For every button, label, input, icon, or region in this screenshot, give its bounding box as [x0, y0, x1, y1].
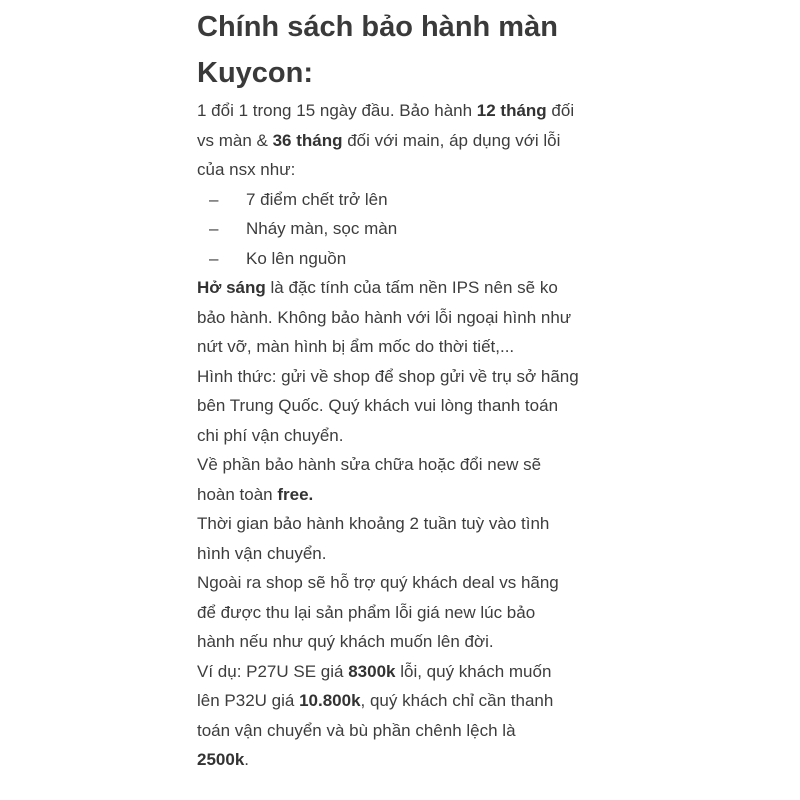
list-item-text: Nháy màn, sọc màn — [246, 219, 398, 238]
repair-cost-text: Về phần bảo hành sửa chữa hoặc đổi new sẽ hoàn toàn — [197, 455, 542, 504]
list-item-text: 7 điểm chết trở lên — [246, 189, 388, 209]
duration-paragraph: Thời gian bảo hành khoảng 2 tuần tuỳ vào tình hình vận chuyển. — [197, 514, 550, 563]
upgrade-paragraph: Ngoài ra shop sẽ hỗ trợ quý khách deal vs hãng để được thu lại sản phẩm lỗi giá new lúc bảo hành nếu như quý khách muốn lên đời. — [197, 573, 559, 651]
old-price: 8300k — [348, 661, 396, 681]
list-item — [197, 214, 617, 244]
document-body — [197, 96, 617, 775]
example-paragraph — [197, 657, 617, 775]
method-paragraph: Hình thức: gửi về shop để shop gửi về trụ sở hãng bên Trung Quốc. Quý khách vui lòng thanh toán chi phí vận chuyển. — [197, 366, 579, 445]
intro-text-3: đối với main, áp dụng với lỗi của nsx như: — [197, 130, 561, 179]
intro-paragraph — [197, 96, 617, 185]
new-price: 10.800k — [299, 691, 361, 710]
free-label: free. — [277, 484, 314, 504]
intro-text-2: đối vs màn & — [197, 101, 575, 150]
dash-bullet: – — [209, 189, 219, 209]
warranty-document — [197, 4, 617, 775]
list-item-text: Ko lên nguồn — [246, 248, 347, 268]
dash-bullet: – — [209, 219, 219, 238]
price-difference: 2500k — [197, 750, 245, 769]
list-item — [197, 244, 617, 274]
defect-list — [197, 185, 617, 274]
mainboard-warranty-period: 36 tháng — [272, 130, 343, 150]
example-text-2: lỗi, quý khách muốn lên P32U giá — [197, 661, 552, 710]
example-text-4: . — [244, 750, 250, 769]
screen-warranty-period: 12 tháng — [476, 101, 547, 120]
light-bleed-term: Hở sáng — [197, 278, 266, 297]
dash-bullet: – — [209, 248, 219, 268]
light-bleed-paragraph — [197, 273, 617, 362]
list-item — [197, 185, 617, 215]
light-bleed-text: là đặc tính của tấm nền IPS nên sẽ ko bảo hành. Không bảo hành với lỗi ngoại hình như nứt vỡ, màn hình bị ẩm mốc do thời tiết,... — [197, 278, 572, 356]
repair-cost-paragraph — [197, 450, 617, 509]
example-text-1: Ví dụ: P27U SE giá — [197, 661, 349, 681]
page-title: Chính sách bảo hành màn Kuycon: — [197, 11, 558, 89]
intro-text-1: 1 đổi 1 trong 15 ngày đầu. Bảo hành — [197, 101, 477, 120]
example-text-3: , quý khách chỉ cần thanh toán vận chuyển và bù phần chênh lệch là — [197, 691, 554, 740]
